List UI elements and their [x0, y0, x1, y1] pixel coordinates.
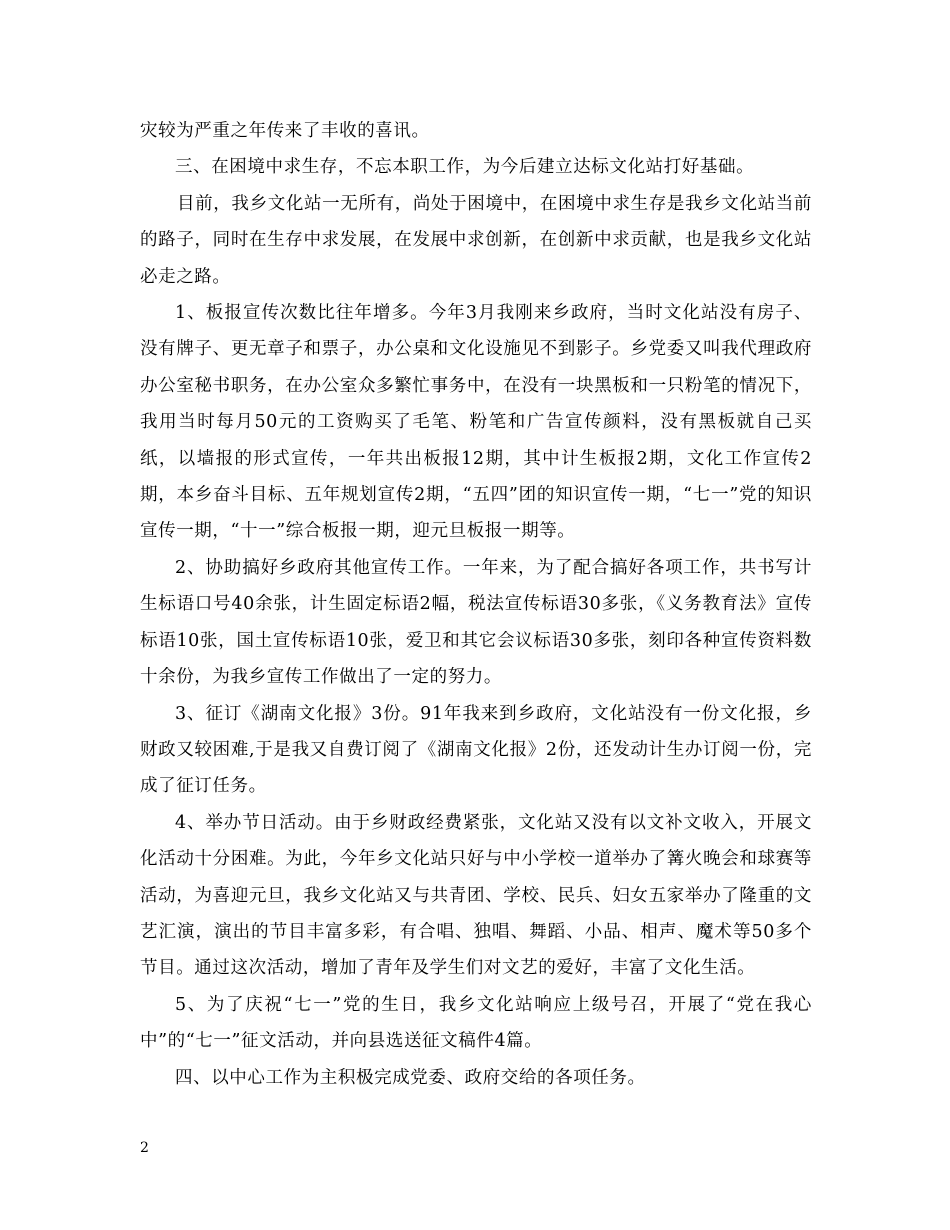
paragraph-item-1: 1、板报宣传次数比往年增多。今年3月我刚来乡政府，当时文化站没有房子、没有牌子、更无章子和票子，办公桌和文化设施见不到影子。乡党委又叫我代理政府办公室秘书职务，在办公室众多繁忙事务中，在没有一块黑板和一只粉笔的情况下，我用当时每月50元的工资购买了毛笔、粉笔和广告宣传颜料，没有黑板就自己买纸，以墙报的形式宣传，一年共出板报12期，其中计生板报2期，文化工作宣传2期，本乡奋斗目标、五年规划宣传2期，“五四”团的知识宣传一期，“七一”党的知识宣传一期，“十一”综合板报一期，迎元旦板报一期等。 — [140, 303, 812, 542]
document-body — [140, 113, 812, 1096]
paragraph-item-4: 4、举办节日活动。由于乡财政经费紧张，文化站又没有以文补文收入，开展文化活动十分困难。为此，今年乡文化站只好与中小学校一道举办了篝火晚会和球赛等活动，为喜迎元旦，我乡文化站又与共青团、学校、民兵、妇女五家举办了隆重的文艺汇演，演出的节目丰富多彩，有合唱、独唱、舞蹈、小品、相声、魔术等50多个节目。通过这次活动，增加了青年及学生们对文艺的爱好，丰富了文化生活。 — [140, 812, 812, 979]
paragraph-item-5: 5、为了庆祝“七一”党的生日，我乡文化站响应上级号召，开展了“党在我心中”的“七一”征文活动，并向县选送征文稿件4篇。 — [140, 994, 812, 1052]
paragraph-current-situation: 目前，我乡文化站一无所有，尚处于困境中，在困境中求生存是我乡文化站当前的路子，同时在生存中求发展，在发展中求创新，在创新中求贡献，也是我乡文化站必走之路。 — [140, 193, 812, 287]
paragraph-continuation: 灾较为严重之年传来了丰收的喜讯。 — [140, 121, 430, 141]
paragraph-item-2: 2、协助搞好乡政府其他宣传工作。一年来，为了配合搞好各项工作，共书写计生标语口号40余张，计生固定标语2幅，税法宣传标语30多张，《义务教育法》宣传标语10张，国土宣传标语10张，爱卫和其它会议标语30多张，刻印各种宣传资料数十余份，为我乡宣传工作做出了一定的努力。 — [140, 557, 812, 688]
section-heading-four: 四、以中心工作为主积极完成党委、政府交给的各项任务。 — [175, 1067, 646, 1088]
page-number: 2 — [140, 1140, 149, 1156]
section-heading-three: 三、在困境中求生存，不忘本职工作，为今后建立达标文化站打好基础。 — [175, 157, 755, 178]
paragraph-item-3: 3、征订《湖南文化报》3份。91年我来到乡政府，文化站没有一份文化报，乡财政又较困难,于是我又自费订阅了《湖南文化报》2份，还发动计生办订阅一份，完成了征订任务。 — [140, 703, 812, 797]
